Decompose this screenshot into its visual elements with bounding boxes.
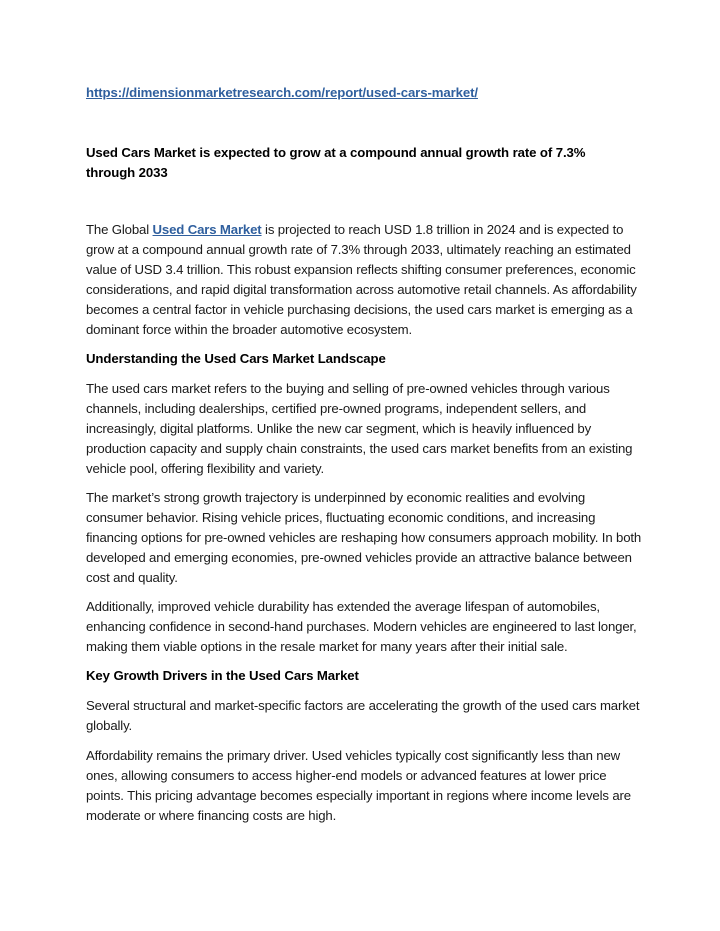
body-paragraph: Affordability remains the primary driver. Used vehicles typically cost significantly less than new ones, allowing consumers to access higher-end models or advanced features at lower price points. This pricing advantage becomes especially important in regions where income levels are moderate or where financing costs are high. bbox=[86, 748, 631, 823]
intro-paragraph bbox=[86, 220, 642, 340]
intro-text-after-link: is projected to reach USD 1.8 trillion in 2024 and is expected to grow at a compound annual growth rate of 7.3% through 2033, ultimately reaching an estimated value of USD 3.4 trillion. This robust expansion reflects shifting consumer preferences, economic considerations, and rapid digital transformation across automotive retail channels. As affordability becomes a central factor in vehicle purchasing decisions, the used cars market is emerging as a dominant force within the broader automotive ecosystem. bbox=[86, 222, 637, 337]
body-paragraph: The market’s strong growth trajectory is underpinned by economic realities and evolving consumer behavior. Rising vehicle prices, fluctuating economic conditions, and increasing financing options for pre-owned vehicles are reshaping how consumers approach mobility. In both developed and emerging economies, pre-owned vehicles provide an attractive balance between cost and quality. bbox=[86, 490, 642, 585]
body-paragraph: The used cars market refers to the buying and selling of pre-owned vehicles through various channels, including dealerships, certified pre-owned programs, independent sellers, and increasingly, digital platforms. Unlike the new car segment, which is heavily influenced by production capacity and supply chain constraints, the used cars market benefits from an existing vehicle pool, offering flexibility and variety. bbox=[86, 381, 633, 476]
used-cars-market-link[interactable]: Used Cars Market bbox=[152, 222, 262, 237]
body-paragraph: Additionally, improved vehicle durability has extended the average lifespan of automobiles, enhancing confidence in second-hand purchases. Modern vehicles are engineered to last longer, making them viable options in the resale market for many years after their initial sale. bbox=[86, 599, 637, 654]
source-url-link[interactable]: https://dimensionmarketresearch.com/report/used-cars-market/ bbox=[86, 85, 478, 100]
section-heading-landscape: Understanding the Used Cars Market Landscape bbox=[86, 351, 386, 366]
section-heading-growth-drivers: Key Growth Drivers in the Used Cars Market bbox=[86, 668, 359, 683]
body-paragraph: Several structural and market-specific factors are accelerating the growth of the used cars market globally. bbox=[86, 698, 640, 733]
intro-text-before-link: The Global bbox=[86, 222, 153, 237]
document-title: Used Cars Market is expected to grow at a compound annual growth rate of 7.3% through 2033 bbox=[86, 145, 586, 180]
